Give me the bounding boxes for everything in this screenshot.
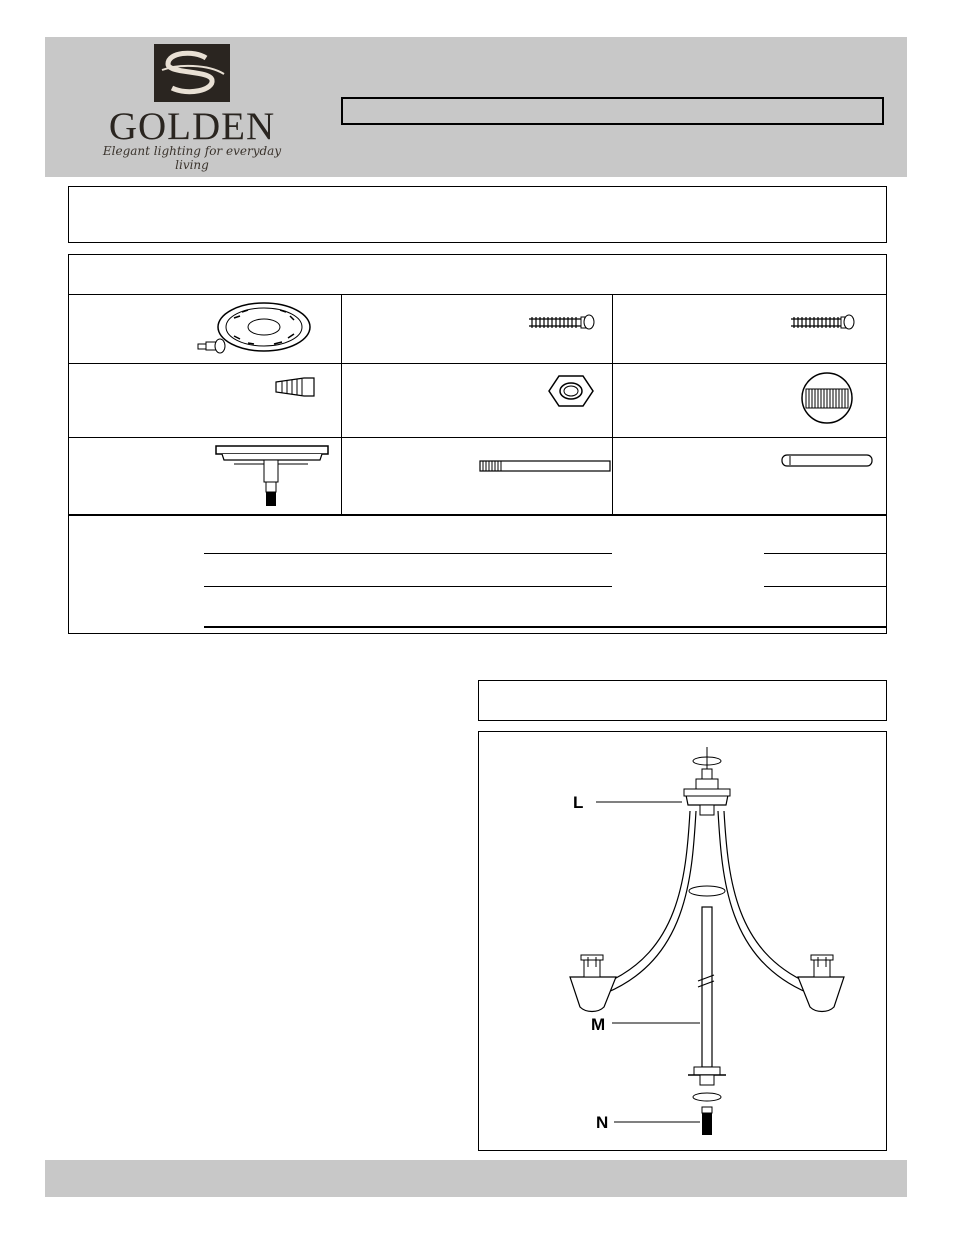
footer-band — [45, 1160, 907, 1197]
field-line — [764, 553, 886, 554]
rod-icon — [780, 453, 874, 469]
model-title-box — [341, 97, 884, 125]
title-box — [68, 186, 887, 243]
parts-row-divider — [68, 363, 887, 364]
diagram-label-n: N — [596, 1113, 609, 1132]
field-line — [204, 586, 612, 587]
parts-header-divider — [68, 294, 887, 295]
diagram-label-l: L — [573, 793, 584, 812]
field-line — [764, 586, 886, 587]
brand-tagline: Elegant lighting for everyday living — [102, 144, 282, 172]
logo-mark-icon — [154, 44, 230, 102]
threaded-pipe-icon — [478, 458, 612, 474]
parts-col-divider — [612, 294, 613, 515]
mounting-plate-icon — [190, 300, 315, 360]
parts-row-divider — [68, 437, 887, 438]
hex-nut-icon — [547, 374, 595, 408]
wire-connector-icon — [274, 376, 318, 400]
chandelier-assembly-diagram — [478, 731, 887, 1151]
step-header-box — [478, 680, 887, 721]
field-line — [204, 626, 886, 628]
field-line — [204, 553, 612, 554]
coupling-icon — [800, 372, 856, 426]
long-screw-icon — [527, 313, 597, 331]
brand-logo — [92, 42, 292, 172]
brand-name: GOLDEN — [108, 105, 276, 148]
screw-icon — [789, 313, 859, 331]
canopy-icon — [214, 444, 330, 508]
parts-row-divider — [68, 514, 887, 516]
diagram-label-m: M — [591, 1015, 606, 1034]
parts-col-divider — [341, 294, 342, 515]
